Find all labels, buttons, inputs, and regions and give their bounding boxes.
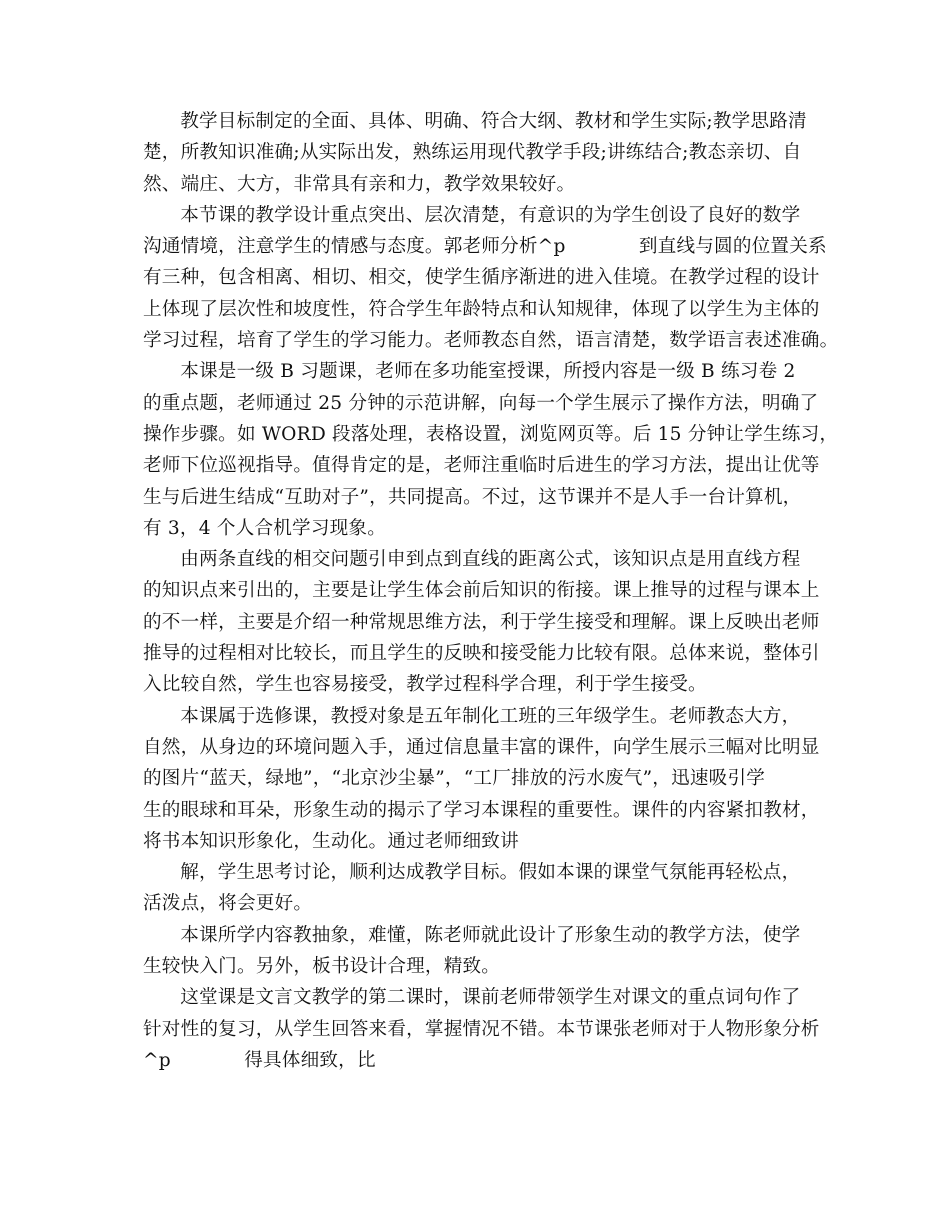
text-line: 本课所学内容教抽象，难懂，陈老师就此设计了形象生动的教学方法，使学 xyxy=(180,924,801,946)
text-line: 生较快入门。另外，板书设计合理，精致。 xyxy=(143,956,501,978)
text-line: 本课是一级 B 习题课，老师在多功能室授课，所授内容是一级 B 练习卷 2 xyxy=(180,361,796,383)
text-line: 的知识点来引出的，主要是让学生体会前后知识的衔接。课上推导的过程与课本上 xyxy=(143,580,820,602)
paragraph-5 xyxy=(143,701,833,857)
text-line: 本课属于选修课，教授对象是五年制化工班的三年级学生。老师教态大方， xyxy=(180,705,801,727)
text-line: 本节课的教学设计重点突出、层次清楚，有意识的为学生创设了良好的数学 xyxy=(180,204,801,226)
text-line: 沟通情境，注意学生的情感与态度。郭老师分析^p 到直线与圆的位置关系 xyxy=(143,236,827,258)
paragraph-4 xyxy=(143,544,833,700)
text-line: 生的眼球和耳朵，形象生动的揭示了学习本课程的重要性。课件的内容紧扣教材， xyxy=(143,799,820,821)
text-line: 入比较自然，学生也容易接受，教学过程科学合理，利于学生接受。 xyxy=(143,674,707,696)
text-line: 的重点题，老师通过 25 分钟的示范讲解，向每一个学生展示了操作方法，明确了 xyxy=(143,392,819,414)
text-line: 操作步骤。如 WORD 段落处理，表格设置，浏览网页等。后 15 分钟让学生练习， xyxy=(143,423,839,445)
paragraph-6 xyxy=(143,857,833,920)
text-line: 由两条直线的相交问题引申到点到直线的距离公式，该知识点是用直线方程 xyxy=(180,549,801,571)
document-body xyxy=(143,106,839,1076)
paragraph-8 xyxy=(143,982,833,1076)
text-line: 上体现了层次性和坡度性，符合学生年龄特点和认知规律，体现了以学生为主体的 xyxy=(143,298,820,320)
text-line: 老师下位巡视指导。值得肯定的是，老师注重临时后进生的学习方法，提出让优等 xyxy=(143,455,820,477)
text-line: 活泼点，将会更好。 xyxy=(143,893,313,915)
text-line: 有 3，4 个人合机学习现象。 xyxy=(143,517,387,539)
text-line: 的图片“蓝天，绿地”，“北京沙尘暴”，“工厂排放的污水废气”，迅速吸引学 xyxy=(143,768,766,790)
text-line: 然、端庄、大方，非常具有亲和力，教学效果较好。 xyxy=(143,173,576,195)
paragraph-2 xyxy=(143,200,839,356)
text-line: 将书本知识形象化，生动化。通过老师细致讲 xyxy=(143,830,519,852)
paragraph-7 xyxy=(143,920,833,983)
text-line: 针对性的复习，从学生回答来看，掌握情况不错。本节课张老师对于人物形象分析 xyxy=(143,1018,820,1040)
paragraph-3 xyxy=(143,356,839,544)
text-line: 学习过程，培育了学生的学习能力。老师教态自然，语言清楚，数学语言表述准确。 xyxy=(143,330,839,352)
text-line: 这堂课是文言文教学的第二课时，课前老师带领学生对课文的重点词句作了 xyxy=(180,987,801,1009)
text-line: 楚，所教知识准确;从实际出发，熟练运用现代教学手段;讲练结合;教态亲切、自 xyxy=(143,142,802,164)
text-line: 生与后进生结成“互助对子”，共同提高。不过，这节课并不是人手一台计算机， xyxy=(143,486,802,508)
text-line: 教学目标制定的全面、具体、明确、符合大纲、教材和学生实际;教学思路清 xyxy=(180,111,807,132)
text-line: 的不一样，主要是介绍一种常规思维方法，利于学生接受和理解。课上反映出老师 xyxy=(143,611,820,633)
text-line: 有三种，包含相离、相切、相交，使学生循序渐进的进入佳境。在教学过程的设计 xyxy=(143,267,820,289)
text-line: ^p 得具体细致，比 xyxy=(143,1049,376,1071)
text-line: 自然，从身边的环境问题入手，通过信息量丰富的课件，向学生展示三幅对比明显 xyxy=(143,736,820,758)
text-line: 推导的过程相对比较长，而且学生的反映和接受能力比较有限。总体来说，整体引 xyxy=(143,643,820,665)
paragraph-1 xyxy=(143,106,833,200)
text-line: 解，学生思考讨论，顺利达成教学目标。假如本课的课堂气氛能再轻松点， xyxy=(180,862,801,884)
